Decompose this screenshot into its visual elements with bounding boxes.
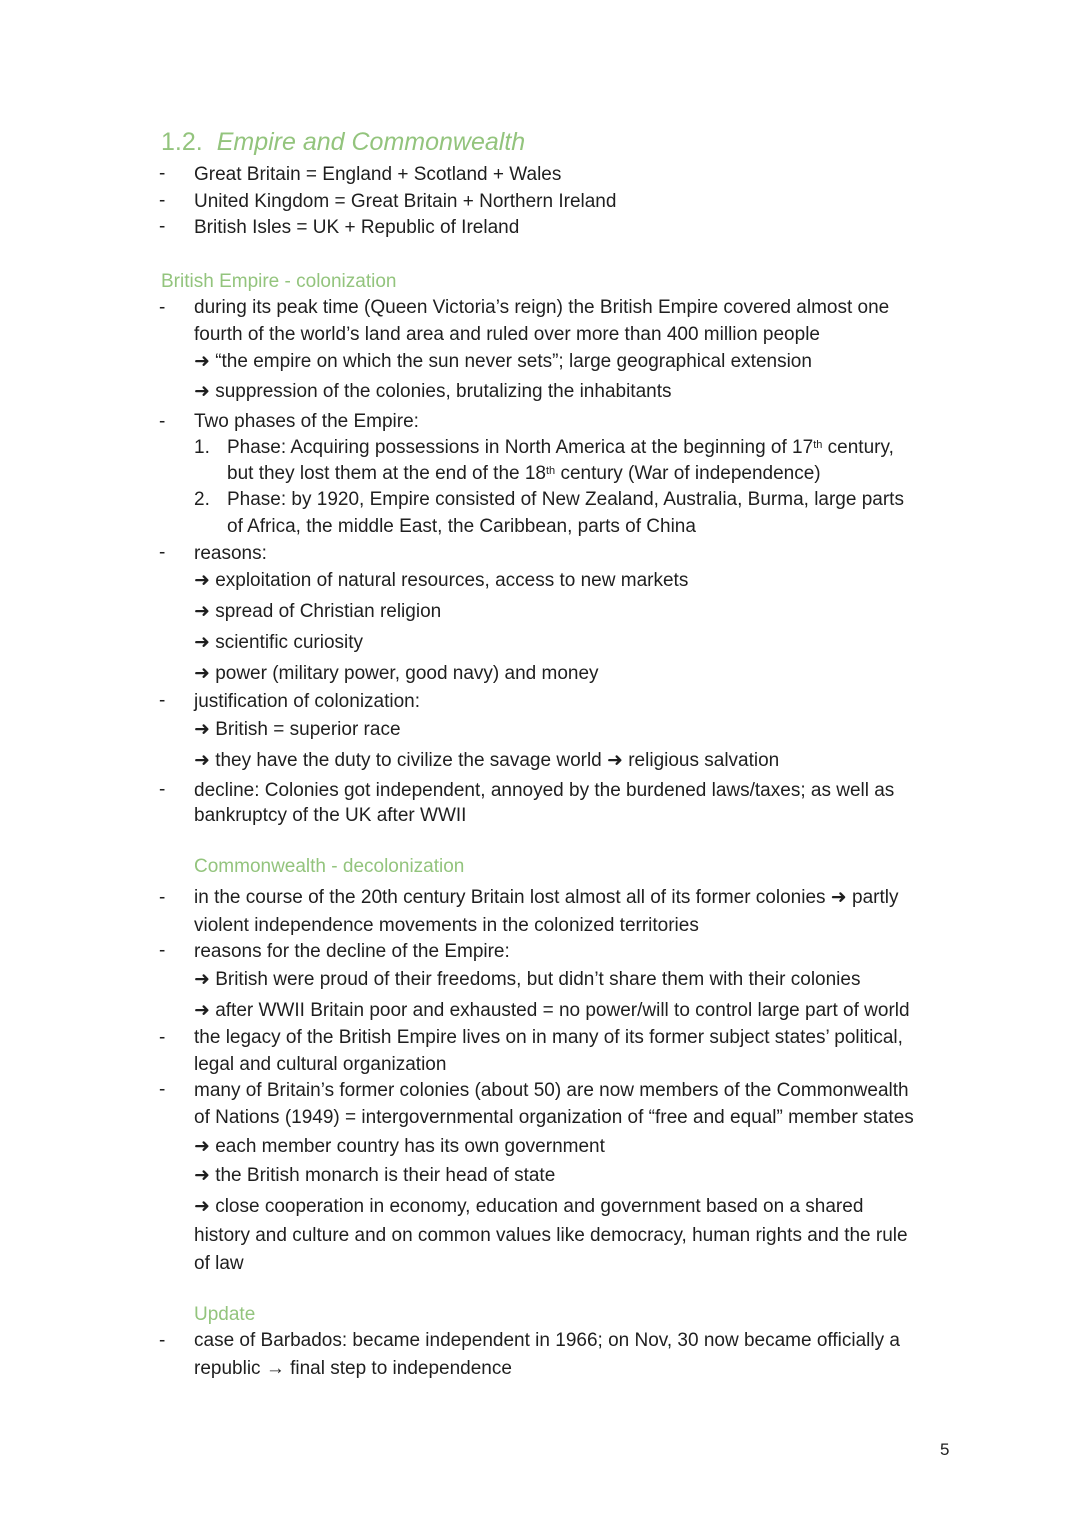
bullet-dash: -	[159, 542, 166, 563]
definition-british-isles: British Isles = UK + Republic of Ireland	[194, 217, 520, 238]
legacy-line-2: legal and cultural organization	[194, 1054, 447, 1075]
decline-line-1: decline: Colonies got independent, annoyed by the burdened laws/taxes; as well as	[194, 780, 895, 801]
decline-reason-item: ➜ after WWII Britain poor and exhausted = no power/will to control large part of world	[194, 1000, 910, 1021]
bullet-dash: -	[159, 690, 166, 711]
members-line-2: of Nations (1949) = intergovernmental organization of “free and equal” member states	[194, 1107, 914, 1128]
decline-reasons-intro: reasons for the decline of the Empire:	[194, 941, 510, 962]
bullet-dash: -	[159, 779, 166, 800]
bullet-dash: -	[159, 163, 166, 184]
members-line-1: many of Britain’s former colonies (about 50) are now members of the Commonwealth	[194, 1080, 909, 1101]
cooperation-line-2: history and culture and on common values like democracy, human rights and the rule	[194, 1225, 908, 1246]
phase-1-number: 1.	[194, 437, 210, 458]
members-arrow-2: ➜ the British monarch is their head of state	[194, 1165, 556, 1186]
cooperation-line-1: ➜ close cooperation in economy, education and government based on a shared	[194, 1196, 864, 1217]
empire-peak-line-1: during its peak time (Queen Victoria’s reign) the British Empire covered almost one	[194, 297, 890, 318]
bullet-dash: -	[159, 411, 166, 432]
phase-2-number: 2.	[194, 489, 210, 510]
phases-intro: Two phases of the Empire:	[194, 411, 419, 432]
empire-peak-line-2: fourth of the world’s land area and ruled over more than 400 million people	[194, 324, 820, 345]
legacy-line-1: the legacy of the British Empire lives on in many of its former subject states’ political,	[194, 1027, 903, 1048]
phase-1-line-2: but they lost them at the end of the 18th century (War of independence)	[227, 463, 821, 484]
update-heading: Update	[194, 1304, 256, 1325]
empire-peak-arrow-2: ➜ suppression of the colonies, brutalizing the inhabitants	[194, 381, 672, 402]
bullet-dash: -	[159, 1027, 166, 1048]
decline-line-2: bankruptcy of the UK after WWII	[194, 805, 467, 826]
commonwealth-lost-line-2: violent independence movements in the colonized territories	[194, 915, 699, 936]
reason-item: ➜ scientific curiosity	[194, 632, 364, 653]
justification-item: ➜ they have the duty to civilize the savage world ➜ religious salvation	[194, 750, 780, 771]
phase-1-line-1: Phase: Acquiring possessions in North America at the beginning of 17th century,	[227, 437, 894, 458]
update-line-2: republic → final step to independence	[194, 1358, 512, 1379]
section-heading	[161, 128, 525, 157]
bullet-dash: -	[159, 216, 166, 237]
bullet-dash: -	[159, 940, 166, 961]
bullet-dash: -	[159, 190, 166, 211]
empire-peak-arrow-1: ➜ “the empire on which the sun never sets”; large geographical extension	[194, 351, 812, 372]
bullet-dash: -	[159, 887, 166, 908]
bullet-dash: -	[159, 1330, 166, 1351]
section-title: Empire and Commonwealth	[216, 128, 526, 156]
reason-item: ➜ exploitation of natural resources, access to new markets	[194, 570, 689, 591]
definition-united-kingdom: United Kingdom = Great Britain + Northern Ireland	[194, 191, 617, 212]
decline-reason-item: ➜ British were proud of their freedoms, but didn’t share them with their colonies	[194, 969, 861, 990]
bullet-dash: -	[159, 1079, 166, 1100]
commonwealth-lost-line-1: in the course of the 20th century Britain lost almost all of its former colonies ➜ partly	[194, 887, 899, 908]
phase-2-line-1: Phase: by 1920, Empire consisted of New Zealand, Australia, Burma, large parts	[227, 489, 904, 510]
reasons-intro: reasons:	[194, 543, 267, 564]
page-number: 5	[940, 1440, 950, 1459]
bullet-dash: -	[159, 297, 166, 318]
reason-item: ➜ power (military power, good navy) and money	[194, 663, 599, 684]
cooperation-line-3: of law	[194, 1253, 244, 1274]
justification-item: ➜ British = superior race	[194, 719, 401, 740]
commonwealth-heading: Commonwealth - decolonization	[194, 856, 465, 877]
section-number: 1.2.	[161, 128, 203, 156]
phase-2-line-2: of Africa, the middle East, the Caribbean, parts of China	[227, 516, 696, 537]
members-arrow-1: ➜ each member country has its own government	[194, 1136, 605, 1157]
empire-heading: British Empire - colonization	[161, 271, 397, 292]
update-line-1: case of Barbados: became independent in 1966; on Nov, 30 now became officially a	[194, 1330, 900, 1351]
justification-intro: justification of colonization:	[194, 691, 421, 712]
reason-item: ➜ spread of Christian religion	[194, 601, 442, 622]
definition-great-britain: Great Britain = England + Scotland + Wales	[194, 164, 562, 185]
